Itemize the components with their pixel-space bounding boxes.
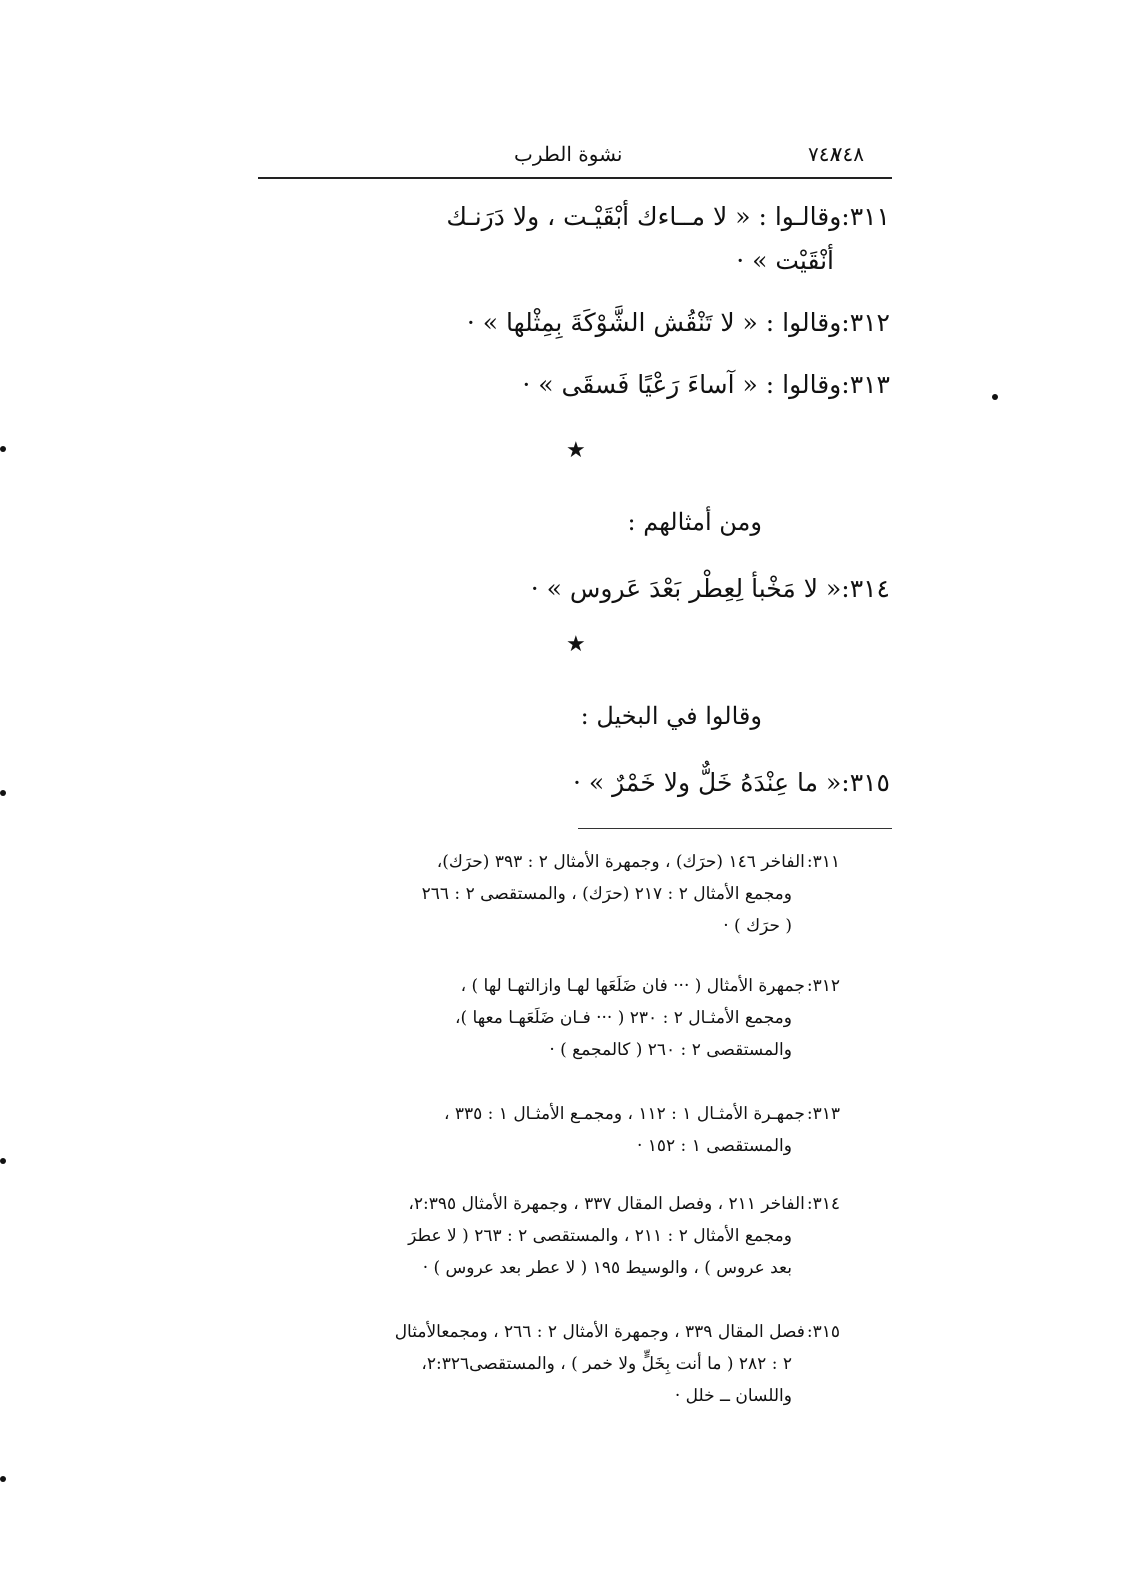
entry-number: ٣١٥:: [841, 768, 890, 797]
entry-number: ٣١٤:: [841, 574, 890, 603]
proverb-entry-311: [250, 196, 890, 238]
scan-speck: [992, 394, 998, 400]
footnote-number: ٣١٥:: [806, 1322, 840, 1342]
scan-speck: [0, 790, 6, 796]
star-separator: ★: [566, 438, 586, 463]
footnote-line: واللسان ــ خلل ·: [674, 1386, 792, 1406]
footnote-number: ٣١٢:: [806, 976, 840, 996]
footnote-line: والمستقصى ٢ : ٢٦٠ ( كالمجمع ) ·: [549, 1040, 792, 1060]
scan-speck: [0, 1158, 6, 1164]
footnote-rule: [578, 828, 892, 829]
footnote-line: جمهرة الأمثال ( ··· فان ضَلَعَها لهـا وازالتهـا لها ) ،: [460, 976, 805, 996]
proverb-entry-315: [573, 762, 890, 804]
footnote-line: بعد عروس ) ، والوسيط ١٩٥ ( لا عطر بعد عروس ) ·: [422, 1258, 792, 1278]
proverb-entry-311-cont: [736, 240, 834, 282]
entry-text: وقالوا : « آساءَ رَعْيًا فَسقَى » ·: [522, 370, 842, 399]
footnote-312: [280, 970, 840, 1066]
running-title-label: نشوة الطرب: [514, 142, 623, 166]
footnote-line: ومجمع الأمثال ٢ : ٢١١ ، والمستقصى ٢ : ٢٦٣ ( لا عطرَ: [408, 1226, 792, 1246]
footnote-315: [280, 1316, 840, 1412]
entry-text: « ما عِنْدَهُ خَلٌّ ولا خَمْرٌ » ·: [572, 768, 842, 797]
scan-speck: [0, 446, 6, 452]
proverb-entry-314: [531, 568, 890, 610]
footnote-line: ومجمع الأمثال ٢ : ٢١٧ (حرَك) ، والمستقصى ٢ : ٢٦٦: [421, 884, 792, 904]
header-rule: [258, 177, 892, 179]
footnote-line: ومجمع الأمثـال ٢ : ٢٣٠ ( ··· فـان ضَلَعَهـا معها )،: [455, 1008, 792, 1028]
footnote-311: [280, 846, 840, 942]
entry-number: ٣١٢:: [841, 308, 890, 337]
footnote-line: ( حرَك ) ·: [723, 916, 792, 936]
section-intro-miser: وقالوا في البخيل :: [580, 702, 762, 730]
proverb-entry-312: [467, 302, 890, 344]
section-intro-proverbs: ومن أمثالهم :: [627, 508, 762, 536]
proverb-entry-313: [522, 364, 890, 406]
footnote-line: فصل المقال ٣٣٩ ، وجمهرة الأمثال ٢ : ٢٦٦ ، ومجمعالأمثال: [394, 1322, 805, 1342]
footnote-line: جمهـرة الأمثـال ١ : ١١٢ ، ومجمـع الأمثـال ١ : ٣٣٥ ،: [443, 1104, 805, 1124]
footnote-number: ٣١٤:: [806, 1194, 840, 1214]
footnote-313: [280, 1098, 840, 1162]
footnote-line: ٢ : ٢٨٢ ( ما أنت بِخَلٍّ ولا خمر ) ، والمستقصى٢:٣٢٦،: [421, 1354, 792, 1374]
footnote-line: الفاخر ١٤٦ (حرَك) ، وجمهرة الأمثال ٢ : ٣٩٣ (حرَك)،: [436, 852, 805, 872]
scan-speck: [0, 1476, 6, 1482]
entry-text: « لا مَخْبأ لِعِطْر بَعْدَ عَروس » ·: [530, 574, 842, 603]
entry-number: ٣١٣:: [841, 370, 890, 399]
entry-text: وقالوا : « لا تَنْقُش الشَّوْكَةَ بِمِثْلها » ·: [466, 308, 842, 337]
footnote-number: ٣١٣:: [806, 1104, 840, 1124]
entry-text-line2: أنْقَيْت » ·: [736, 246, 834, 275]
star-separator: ★: [566, 632, 586, 657]
footnote-314: [280, 1188, 840, 1284]
footnote-number: ٣١١:: [806, 852, 840, 872]
entry-number: ٣١١:: [841, 202, 890, 231]
entry-text-line1: وقالـوا : « لا مــاءك أبْقَيْـت ، ولا دَرَنـك: [446, 202, 842, 231]
footnote-line: الفاخر ٢١١ ، وفصل المقال ٣٣٧ ، وجمهرة الأمثال ٢:٣٩٥،: [408, 1194, 805, 1214]
page-number: ٧٤٨: [831, 142, 864, 166]
footnote-line: والمستقصى ١ : ١٥٢ ·: [636, 1136, 792, 1156]
page-number-label: ٧٤٨: [808, 142, 841, 166]
